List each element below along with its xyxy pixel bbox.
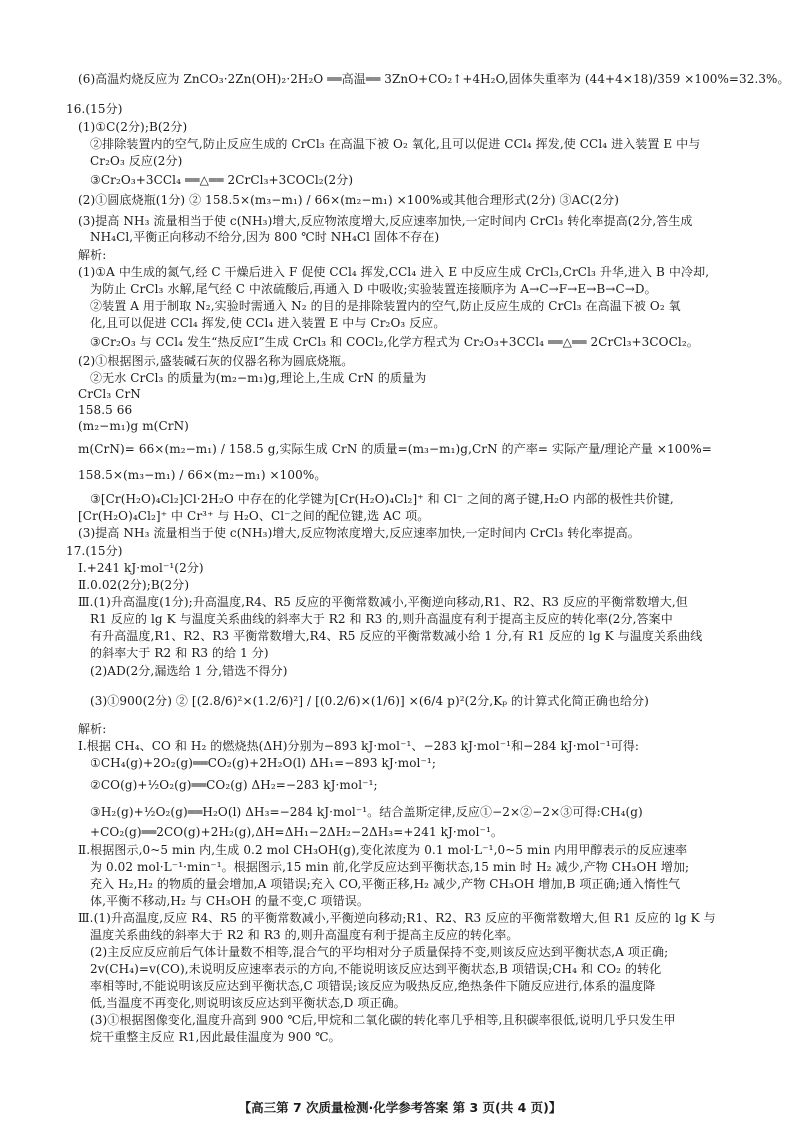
text-line: Ⅰ.根据 CH₄、CO 和 H₂ 的燃烧热(ΔH)分别为−893 kJ·mol⁻¹、−283 kJ·mol⁻¹和−284 kJ·mol⁻¹可得:	[78, 739, 640, 753]
stoich-line: (m₂−m₁)g m(CrN)	[78, 419, 189, 433]
text-line: (1)①C(2分);B(2分)	[78, 120, 188, 134]
text-line: 有升高温度,R1、R2、R3 平衡常数增大,R4、R5 反应的平衡常数减小给 1 分,有 R1 反应的 lg K 与温度关系曲线	[90, 629, 703, 643]
stoich-line: CrCl₃ CrN	[78, 387, 141, 401]
text-line: 2v(CH₄)=v(CO),未说明反应速率表示的方向,不能说明该反应达到平衡状态,B 项错误;CH₄ 和 CO₂ 的转化	[90, 962, 662, 976]
page-footer: 【高三第 7 次质量检测·化学参考答案 第 3 页(共 4 页)】	[238, 1100, 562, 1115]
text-line: (3)提高 NH₃ 流量相当于使 c(NH₃)增大,反应物浓度增大,反应速率加快,一定时间内 CrCl₃ 转化率提高。	[78, 526, 640, 540]
text-line: Ⅰ.+241 kJ·mol⁻¹(2分)	[78, 561, 204, 575]
text-line: (2)AD(2分,漏选给 1 分,错选不得分)	[90, 664, 288, 678]
text-line: 为 0.02 mol·L⁻¹·min⁻¹。根据图示,15 min 前,化学反应达到平衡状态,15 min 时 H₂ 减少,产物 CH₃OH 增加;	[90, 860, 690, 874]
text-line: (2)主反应反应前后气体计量数不相等,混合气的平均相对分子质量保持不变,则该反应达到平衡状态,A 项正确;	[90, 945, 669, 959]
text-line: 体,平衡不移动,H₂ 与 CH₃OH 的量不变,C 项错误。	[90, 894, 369, 908]
text-line: R1 反应的 lg K 与温度关系曲线的斜率大于 R2 和 R3 的,则升高温度有利于提高主反应的转化率(2分,答案中	[90, 612, 673, 626]
equation-line: ②CO(g)+½O₂(g)══CO₂(g) ΔH₂=−283 kJ·mol⁻¹;	[90, 778, 378, 792]
text-line: 的斜率大于 R2 和 R3 的给 1 分)	[90, 646, 269, 660]
text-line: (6)高温灼烧反应为 ZnCO₃·2Zn(OH)₂·2H₂O ══高温══ 3ZnO+CO₂↑+4H₂O,固体失重率为 (44+4×18)/359 ×100%=32.3%。	[78, 72, 790, 86]
text-line: ②装置 A 用于制取 N₂,实验时需通入 N₂ 的目的是排除装置内的空气,防止反应生成的 CrCl₃ 在高温下被 O₂ 氧	[90, 299, 681, 313]
analysis-label: 解析:	[78, 722, 107, 736]
text-line: 率相等时,不能说明该反应达到平衡状态,C 项错误;该反应为吸热反应,绝热条件下随反应进行,体系的温度降	[90, 979, 656, 993]
text-line: ②无水 CrCl₃ 的质量为(m₂−m₁)g,理论上,生成 CrN 的质量为	[90, 371, 427, 385]
text-line: Ⅲ.(1)升高温度,反应 R4、R5 的平衡常数减小,平衡逆向移动;R1、R2、R3 反应的平衡常数增大,但 R1 反应的 lg K 与	[78, 911, 716, 925]
text-line: ③[Cr(H₂O)₄Cl₂]Cl·2H₂O 中存在的化学键为[Cr(H₂O)₄Cl₂]⁺ 和 Cl⁻ 之间的离子键,H₂O 内部的极性共价键,	[90, 492, 674, 506]
text-line: [Cr(H₂O)₄Cl₂]⁺ 中 Cr³⁺ 与 H₂O、Cl⁻之间的配位键,选 AC 项。	[78, 509, 430, 523]
text-line: (1)①A 中生成的氮气,经 C 干燥后进入 F 促使 CCl₄ 挥发,CCl₄ 进入 E 中反应生成 CrCl₃,CrCl₃ 升华,进入 B 中冷却,	[78, 265, 710, 279]
text-line: (3)①根据图像变化,温度升高到 900 ℃后,甲烷和二氧化碳的转化率几乎相等,且积碳率很低,说明几乎只发生甲	[90, 1013, 676, 1027]
text-line: (2)①圆底烧瓶(1分) ② 158.5×(m₃−m₁) / 66×(m₂−m₁) ×100%或其他合理形式(2分) ③AC(2分)	[78, 193, 620, 207]
text-line: Ⅱ.0.02(2分);B(2分)	[78, 578, 190, 592]
equation-line: ③H₂(g)+½O₂(g)══H₂O(l) ΔH₃=−284 kJ·mol⁻¹。结合盖斯定律,反应①−2×②−2×③可得:CH₄(g)	[90, 805, 643, 819]
text-line: (2)①根据图示,盛装碱石灰的仪器名称为圆底烧瓶。	[78, 354, 354, 368]
stoich-line: 158.5 66	[78, 403, 133, 417]
text-line: 充入 H₂,H₂ 的物质的量会增加,A 项错误;充入 CO,平衡正移,H₂ 减少,产物 CH₃OH 增加,B 项正确;通入惰性气	[90, 877, 681, 891]
formula-line: m(CrN)= 66×(m₂−m₁) / 158.5 g,实际生成 CrN 的质量=(m₃−m₁)g,CrN 的产率= 实际产量/理论产量 ×100%=	[78, 442, 712, 456]
equation-line: ③Cr₂O₃+3CCl₄ ══△══ 2CrCl₃+3COCl₂(2分)	[90, 173, 354, 187]
text-line: 化,且可以促进 CCl₄ 挥发,使 CCl₄ 进入装置 E 中与 Cr₂O₃ 反应。	[90, 316, 446, 330]
text-line: Ⅲ.(1)升高温度(1分);升高温度,R4、R5 反应的平衡常数减小,平衡逆向移动,R1、R2、R3 反应的平衡常数增大,但	[78, 595, 688, 609]
text-line: Ⅱ.根据图示,0~5 min 内,生成 0.2 mol CH₃OH(g),变化浓度为 0.1 mol·L⁻¹,0~5 min 内用甲醇表示的反应速率	[78, 843, 688, 857]
text-line: 低,当温度不再变化,则说明该反应达到平衡状态,D 项正确。	[90, 996, 406, 1010]
text-line: 为防止 CrCl₃ 水解,尾气经 C 中浓硫酸后,再通入 D 中吸收;实验装置连接顺序为 A→C→F→E→B→C→D。	[90, 282, 657, 296]
formula-line: 158.5×(m₃−m₁) / 66×(m₂−m₁) ×100%。	[78, 468, 327, 482]
formula-line: (3)①900(2分) ② [(2.8/6)²×(1.2/6)²] / [(0.2/6)×(1/6)] ×(6/4 p)²(2分,Kₚ 的计算式化简正确也给分)	[90, 694, 649, 708]
text-line: Cr₂O₃ 反应(2分)	[90, 154, 183, 168]
equation-line: ③Cr₂O₃ 与 CCl₄ 发生“热反应Ⅰ”生成 CrCl₃ 和 COCl₂,化学方程式为 Cr₂O₃+3CCl₄ ══△══ 2CrCl₃+3COCl₂。	[90, 335, 699, 349]
section-heading: 17.(15分)	[66, 544, 123, 558]
text-line: NH₄Cl,平衡正向移动不给分,因为 800 ℃时 NH₄Cl 固体不存在)	[90, 230, 440, 244]
analysis-label: 解析:	[78, 248, 107, 262]
equation-line: ①CH₄(g)+2O₂(g)══CO₂(g)+2H₂O(l) ΔH₁=−893 kJ·mol⁻¹;	[90, 756, 436, 770]
equation-line: +CO₂(g)══2CO(g)+2H₂(g),ΔH=ΔH₁−2ΔH₂−2ΔH₃=+241 kJ·mol⁻¹。	[90, 825, 504, 839]
section-heading: 16.(15分)	[66, 102, 123, 116]
text-line: 温度关系曲线的斜率大于 R2 和 R3 的,则升高温度有利于提高主反应的转化率。	[90, 928, 519, 942]
text-line: 烷干重整主反应 R1,因此最佳温度为 900 ℃。	[90, 1030, 341, 1044]
text-line: ②排除装置内的空气,防止反应生成的 CrCl₃ 在高温下被 O₂ 氧化,且可以促进 CCl₄ 挥发,使 CCl₄ 进入装置 E 中与	[90, 137, 701, 151]
text-line: (3)提高 NH₃ 流量相当于使 c(NH₃)增大,反应物浓度增大,反应速率加快,一定时间内 CrCl₃ 转化率提高(2分,答生成	[78, 214, 693, 228]
